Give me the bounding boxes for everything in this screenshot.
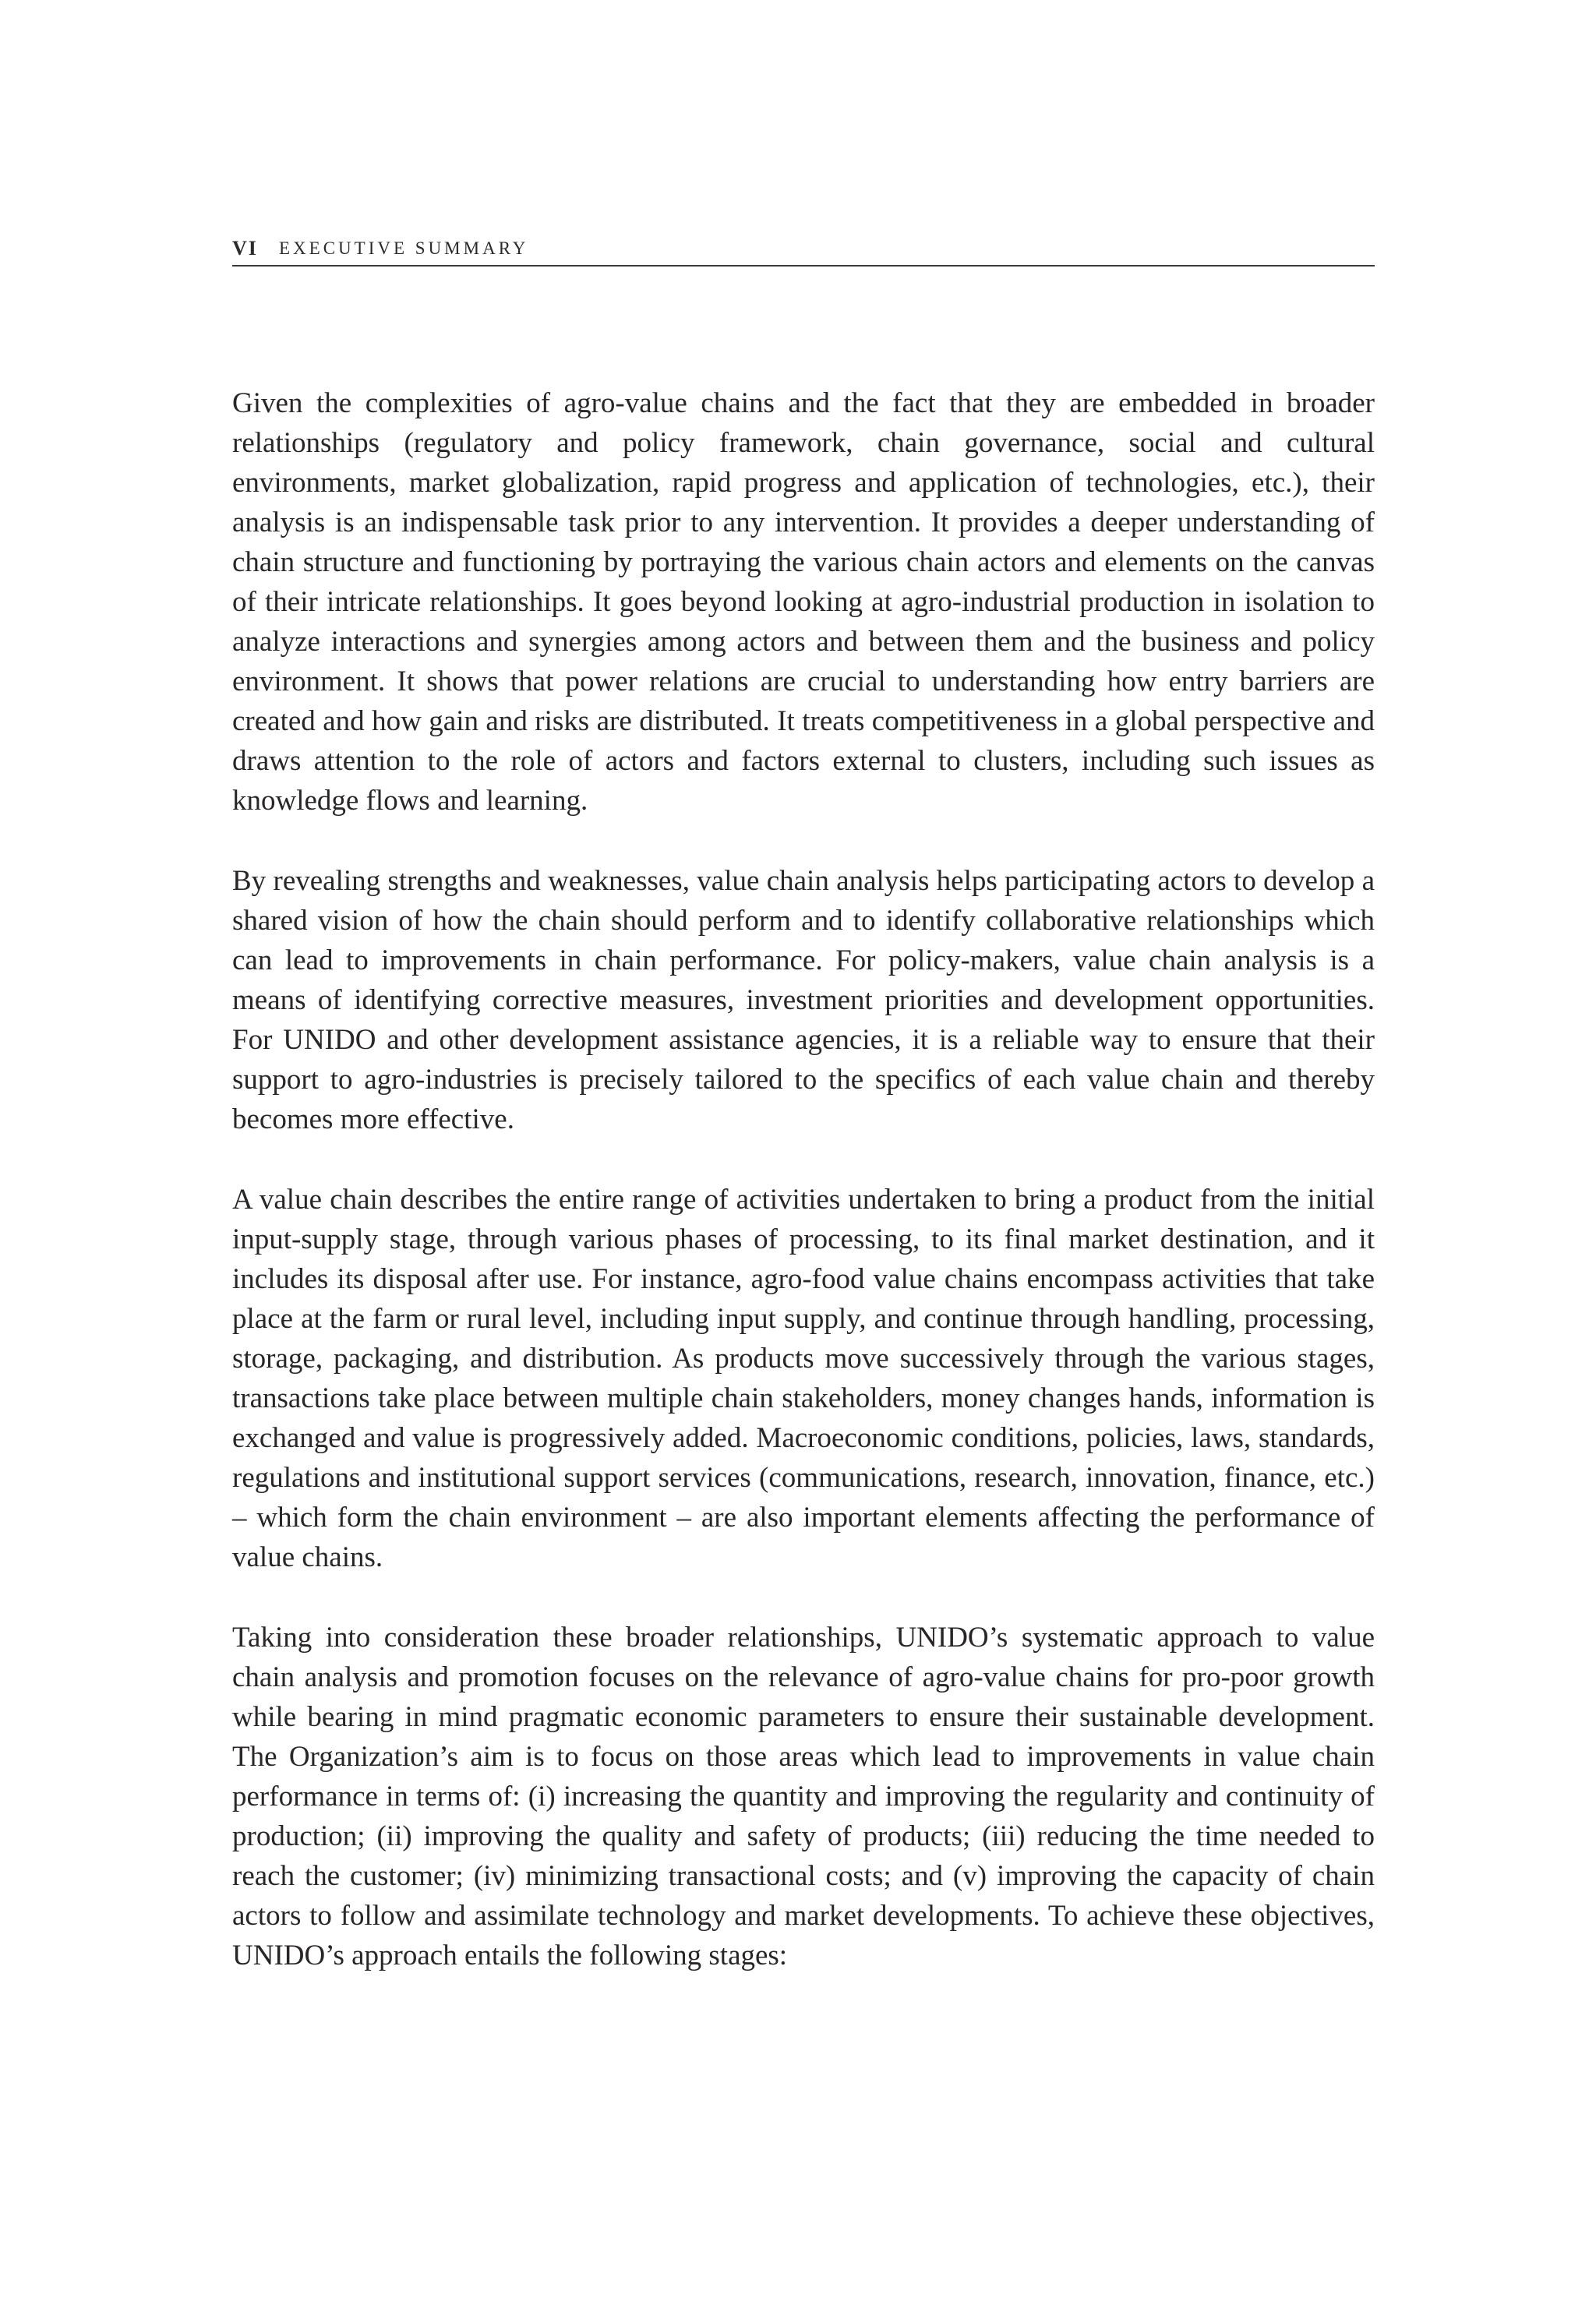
paragraph: Taking into consideration these broader relationships, UNIDO’s systematic approach to value chain analysis and promotion focuses on the relevance of agro-value chains for pro-poor growth while bearing in mind pragmatic economic parameters to ensure their sustainable development. The Organization’s aim is to focus on those areas which lead to improvements in value chain performance in terms of: (i) increasing the quantity and improving the regularity and continuity of production; (ii) improving the quality and safety of products; (iii) reducing the time needed to reach the customer; (iv) minimizing transactional costs; and (v) improving the capacity of chain actors to follow and assimilate technology and market developments. To achieve these objectives, UNIDO’s approach entails the following stages: <box>232 1622 1375 1971</box>
paragraph: A value chain describes the entire range of activities undertaken to bring a product from the initial input-supply stage, through various phases of processing, to its final market destination, and it includes its disposal after use. For instance, agro-food value chains encompass activities that take place at the farm or rural level, including input supply, and continue through handling, processing, storage, packaging, and distribution. As products move successively through the various stages, transactions take place between multiple chain stakeholders, money changes hands, information is exchanged and value is progressively added. Macroeconomic conditions, policies, laws, standards, regulations and institutional support services (communications, research, innovation, finance, etc.) – which form the chain environment – are also important elements affecting the performance of value chains. <box>232 1184 1375 1573</box>
page-number: VI <box>232 237 258 259</box>
page-header <box>232 235 1375 267</box>
running-header-title: EXECUTIVE SUMMARY <box>279 238 529 258</box>
paragraph: Given the complexities of agro-value chains and the fact that they are embedded in broader relationships (regulatory and policy framework, chain governance, social and cultural environments, market globalization, rapid progress and application of technologies, etc.), their analysis is an indispensable task prior to any intervention. It provides a deeper understanding of chain structure and functioning by portraying the various chain actors and elements on the canvas of their intricate relationships. It goes beyond looking at agro-industrial production in isolation to analyze interactions and synergies among actors and between them and the business and policy environment. It shows that power relations are crucial to understanding how entry barriers are created and how gain and risks are distributed. It treats competitiveness in a global perspective and draws attention to the role of actors and factors external to clusters, including such issues as knowledge flows and learning. <box>232 387 1375 817</box>
body-text <box>232 383 1375 1975</box>
paragraph: By revealing strengths and weaknesses, value chain analysis helps participating actors to develop a shared vision of how the chain should perform and to identify collaborative relationships which can lead to improvements in chain performance. For policy-makers, value chain analysis is a means of identifying corrective measures, investment priorities and development opportunities. For UNIDO and other development assistance agencies, it is a reliable way to ensure that their support to agro-industries is precisely tailored to the specifics of each value chain and thereby becomes more effective. <box>232 865 1375 1135</box>
